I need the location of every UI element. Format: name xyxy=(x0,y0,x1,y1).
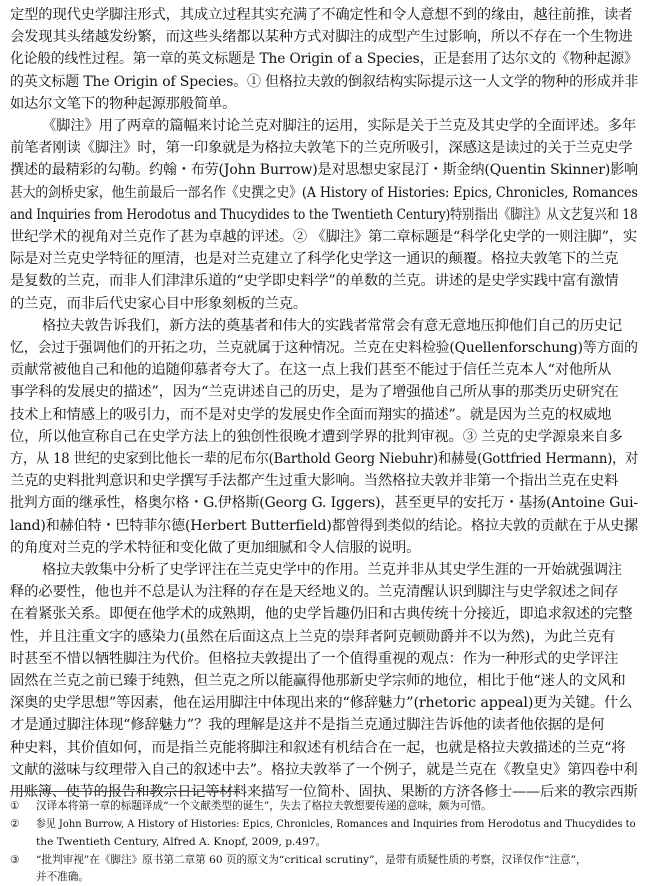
footnote-text: 参见 John Burrow, A History of Histories: Epics, Chronicles, Romances and Inquiries from Herodotus and Thucydides to xyxy=(36,818,636,830)
footnote xyxy=(10,815,638,833)
text-line: 世纪学术的视角对兰克作了甚为卓越的评述。② 《脚注》第二章标题是“科学化史学的一则注脚”，实 xyxy=(10,229,638,245)
text-line: 方，从 18 世纪的史家到比他长一辈的尼布尔(Barthold Georg Niebuhr)和赫曼(Gottfried Hermann)，对 xyxy=(10,451,639,467)
footnote-separator xyxy=(10,791,240,792)
text-line: 性，并且注重文字的感染力(虽然在后面这点上兰克的崇拜者阿克顿勋爵并不以为然)，为此兰克有 xyxy=(10,628,616,645)
text-line: 时甚至不惜以牺牲脚注为代价。但格拉夫敦提出了一个值得重视的观点：作为一种形式的史学评注 xyxy=(10,650,619,667)
footnote-text: 并不准确。 xyxy=(36,871,89,883)
text-line: 种史料，其价值如何，而是指兰克能将脚注和叙述有机结合在一起，也就是格拉夫敦描述的兰克“将 xyxy=(10,739,626,756)
text-line: 格拉夫敦告诉我们，新方法的奠基者和伟大的实践者常常会有意无意地压抑他们自己的历史记 xyxy=(42,317,623,334)
text-line: 甚大的剑桥史家，他生前最后一部名作《史撰之史》(A History of Histories: Epics, Chronicles, Romances xyxy=(10,184,638,201)
text-line: 技术上和情感上的吸引力，而不是对史学的发展史作全面而翔实的描述”。就是因为兰克的权威地 xyxy=(10,406,612,423)
text-line: 在着紧张关系。即便在他学术的成熟期，他的史学旨趣仍旧和古典传统十分接近，即追求叙述的完整 xyxy=(10,606,633,623)
text-line: 如达尔文笔下的物种起源那般简单。 xyxy=(10,95,237,112)
footnote-number: ③ xyxy=(10,854,20,866)
text-line: 兰克的史料批判意识和史学撰写手法都产生过重大影响。当然格拉夫敦并非第一个指出兰克在史料 xyxy=(10,473,619,490)
footnote xyxy=(10,868,638,886)
footnote-number: ① xyxy=(10,800,20,812)
text-line: 撰述的最精彩的勾勒。约翰・布劳(John Burrow)是对思想史家昆汀・斯金纳(Quentin Skinner)影响 xyxy=(10,162,639,179)
text-line: 文献的滋味与纹理带入自己的叙述中去”。格拉夫敦举了一个例子，就是兰克在《教皇史》第四卷中利 xyxy=(10,761,638,778)
footnote-number: ② xyxy=(10,818,20,830)
text-line: 《脚注》用了两章的篇幅来讨论兰克对脚注的运用，实际是关于兰克及其史学的全面评述。多年 xyxy=(42,118,637,134)
text-line: 是复数的兰克，而非人们津津乐道的“史学即史料学”的单数的兰克。讲述的是史学实践中富有激情 xyxy=(10,273,619,290)
text-line: 释的必要性，他也并不总是认为注释的存在是天经地义的。兰克清醒认识到脚注与史学叙述之间存 xyxy=(10,584,619,601)
footnote-text: 汉译本将第一章的标题译成“一个文献类型的诞生”，失去了格拉夫敦想要传递的意味，颇为可惜。 xyxy=(36,800,492,812)
text-line: 用账簿、使节的报告和教宗日记等材料来描写一位简朴、固执、果断的方济各修士——后来的教宗西斯 xyxy=(10,784,638,800)
text-line: 的英文标题 The Origin of Species。① 但格拉夫敦的倒叙结构实际提示这一人文学的物种的形成并非 xyxy=(10,73,639,90)
text-line: 位，所以他宣称自己在史学方法上的独创性很晚才遭到学界的批判审视。③ 兰克的史学源泉来自多 xyxy=(10,428,623,445)
text-line: 会发现其头绪越发纷繁，而这些头绪都以某种方式对脚注的成型产生过影响，所以不存在一个生物进 xyxy=(10,29,633,46)
text-line: 忆，会过于强调他们的开拓之功，兰克就属于这种情况。兰克在史料检验(Quellenforschung)等方面的 xyxy=(10,340,638,356)
text-line: 的角度对兰克的学术特征和变化做了更加细腻和令人信服的说明。 xyxy=(10,539,421,556)
text-line: 的兰克，而非后代史家心目中形象刻板的兰克。 xyxy=(10,295,308,312)
text-line: 深奥的史学思想”等因素，他在运用脚注中体现出来的“修辞魅力”(rhetoric appeal)更为关键。什么 xyxy=(10,695,633,712)
footnote xyxy=(10,851,638,869)
text-line: 批判方面的继承性，格奥尔格・G.伊格斯(Georg G. Iggers)，甚至更早的安托万・基扬(Antoine Gui- xyxy=(10,495,638,512)
text-line: 化论般的线性过程。第一章的英文标题是 The Origin of a Species，正是套用了达尔文的《物种起源》 xyxy=(10,51,638,68)
text-line: 才是通过脚注体现“修辞魅力”？我的理解是这并不是指兰克通过脚注告诉他的读者他依据的是何 xyxy=(10,717,605,734)
text-line: and Inquiries from Herodotus and Thucydides to the Twentieth Century)特别指出《脚注》从文艺复兴和 18 xyxy=(10,206,638,223)
text-line: 固然在兰克之前已臻于纯熟，但兰克之所以能赢得他那新史学宗师的地位，相比于他“迷人的文风和 xyxy=(10,673,626,689)
footnote-text: “批判审视”在《脚注》原书第二章第 60 页的原文为“critical scrutiny”，是带有质疑性质的考察，汉译仅作“注意”， xyxy=(36,854,587,866)
text-line: 贡献常被他自己和他的追随仰慕者夸大了。在这一点上我们甚至不能过于信任兰克本人“对他所从 xyxy=(10,362,612,379)
text-line: 事学科的发展史的描述”，因为“兰克讲述自己的历史，是为了增强他自己所从事的那类历史研究在 xyxy=(10,384,619,401)
text-line: 前笔者刚读《脚注》时，第一印象就是为格拉夫敦笔下的兰克所吸引，深感这是读过的关于兰克史学 xyxy=(10,140,633,157)
text-line: 定型的现代史学脚注形式，其成立过程其实充满了不确定性和令人意想不到的缘由，越往前推，读者 xyxy=(10,7,633,23)
text-line: 际是对兰克史学特征的厘清，也是对兰克建立了科学化史学这一通识的颠覆。格拉夫敦笔下的兰克 xyxy=(10,251,619,268)
footnote-text: the Twentieth Century, Alfred A. Knopf, 2009, p.497。 xyxy=(36,836,327,848)
footnote xyxy=(10,833,638,851)
text-line: land)和赫伯特・巴特菲尔德(Herbert Butterfield)都曾得到类似的结论。格拉夫敦的贡献在于从史摞 xyxy=(10,517,639,534)
footnote xyxy=(10,797,638,815)
text-line: 格拉夫敦集中分析了史学评注在兰克史学中的作用。兰克并非从其史学生涯的一开始就强调注 xyxy=(42,562,623,578)
